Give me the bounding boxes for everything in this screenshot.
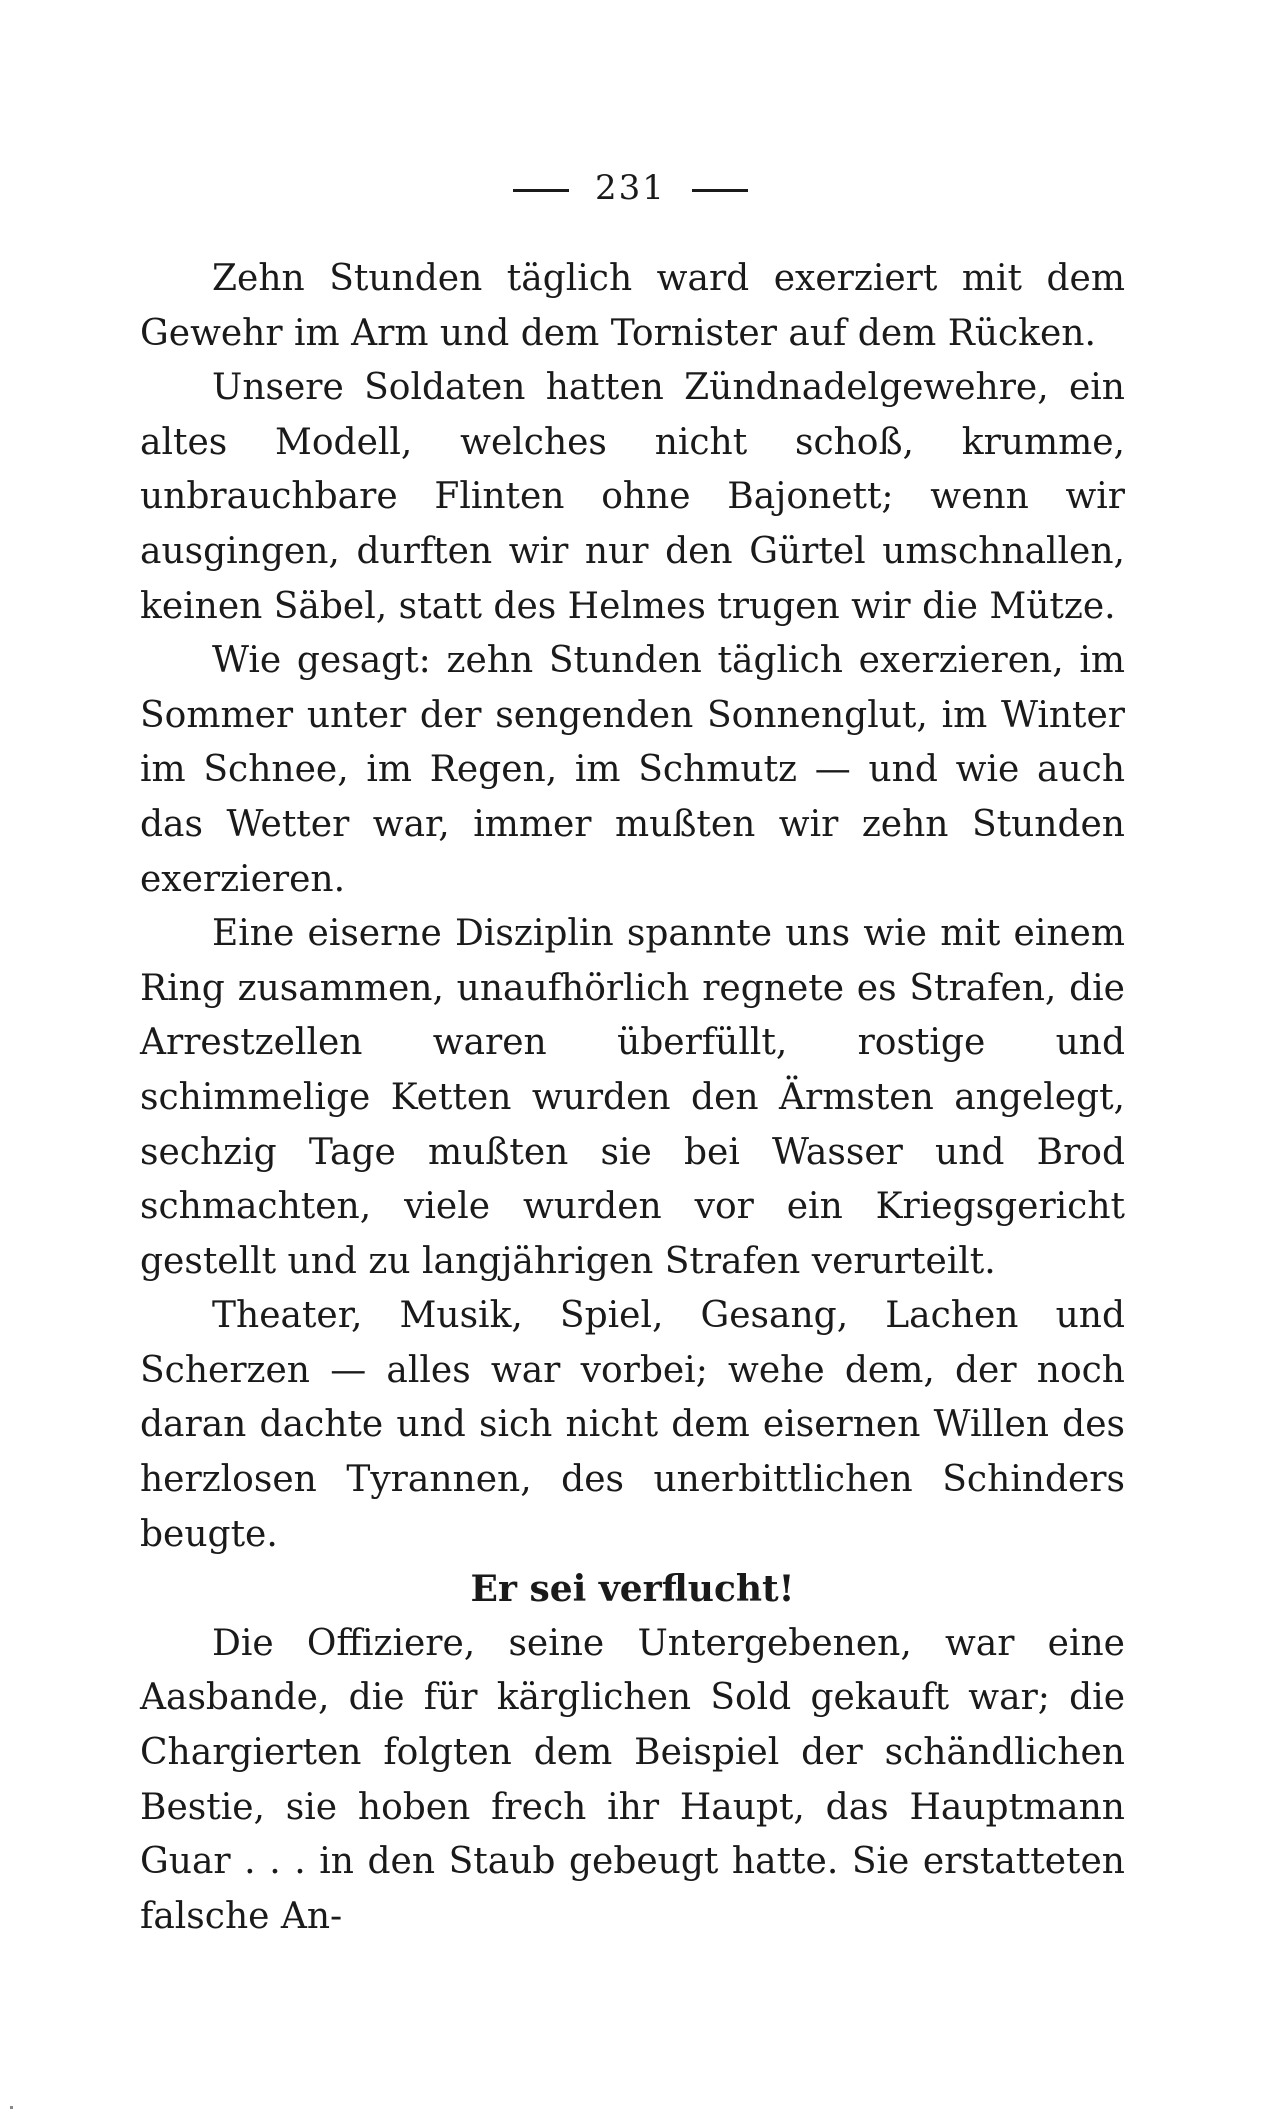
paragraph: Theater, Musik, Spiel, Gesang, Lachen und Scherzen — alles war vorbei; wehe dem, der noch daran dachte und sich nicht dem eisernen Willen des herzlosen Tyrannen, des unerbittlichen Schinders beugte. bbox=[140, 1295, 1125, 1555]
scan-dot bbox=[10, 2106, 13, 2109]
paragraph: Eine eiserne Disziplin spannte uns wie mit einem Ring zusammen, unaufhörlich regnete es Strafen, die Arrestzellen waren überfüllt, rostige und schimmelige Ketten wurden den Ärmsten angelegt, sechzig Tage mußten sie bei Wasser und Brod schmachten, viele wurden vor ein Kriegsgericht gestellt und zu langjährigen Strafen verurteilt. bbox=[140, 913, 1125, 1282]
section-heading: Er sei verflucht! bbox=[470, 1568, 795, 1611]
page-header bbox=[0, 168, 1261, 208]
page-number: 231 bbox=[595, 168, 666, 208]
paragraph: Wie gesagt: zehn Stunden täglich exerzieren, im Sommer unter der sengenden Sonnenglut, im Winter im Schnee, im Regen, im Schmutz — und wie auch das Wetter war, immer mußten wir zehn Stunden exerzieren. bbox=[140, 640, 1125, 900]
body-text bbox=[140, 252, 1125, 1944]
paragraph: Unsere Soldaten hatten Zündnadelgewehre, ein altes Modell, welches nicht schoß, krumme, unbrauchbare Flinten ohne Bajonett; wenn wir ausgingen, durften wir nur den Gürtel umschnallen, keinen Säbel, statt des Helmes trugen wir die Mütze. bbox=[140, 367, 1125, 627]
paragraph: Die Offiziere, seine Untergebenen, war eine Aasbande, die für kärglichen Sold gekauft war; die Chargierten folgten dem Beispiel der schändlichen Bestie, sie hoben frech ihr Haupt, das Hauptmann Guar . . . in den Staub gebeugt hatte. Sie erstatteten falsche An- bbox=[140, 1622, 1125, 1937]
header-dash-right bbox=[692, 189, 748, 192]
header-dash-left bbox=[513, 189, 569, 192]
paragraph: Zehn Stunden täglich ward exerziert mit dem Gewehr im Arm und dem Tornister auf dem Rücken. bbox=[140, 258, 1125, 354]
